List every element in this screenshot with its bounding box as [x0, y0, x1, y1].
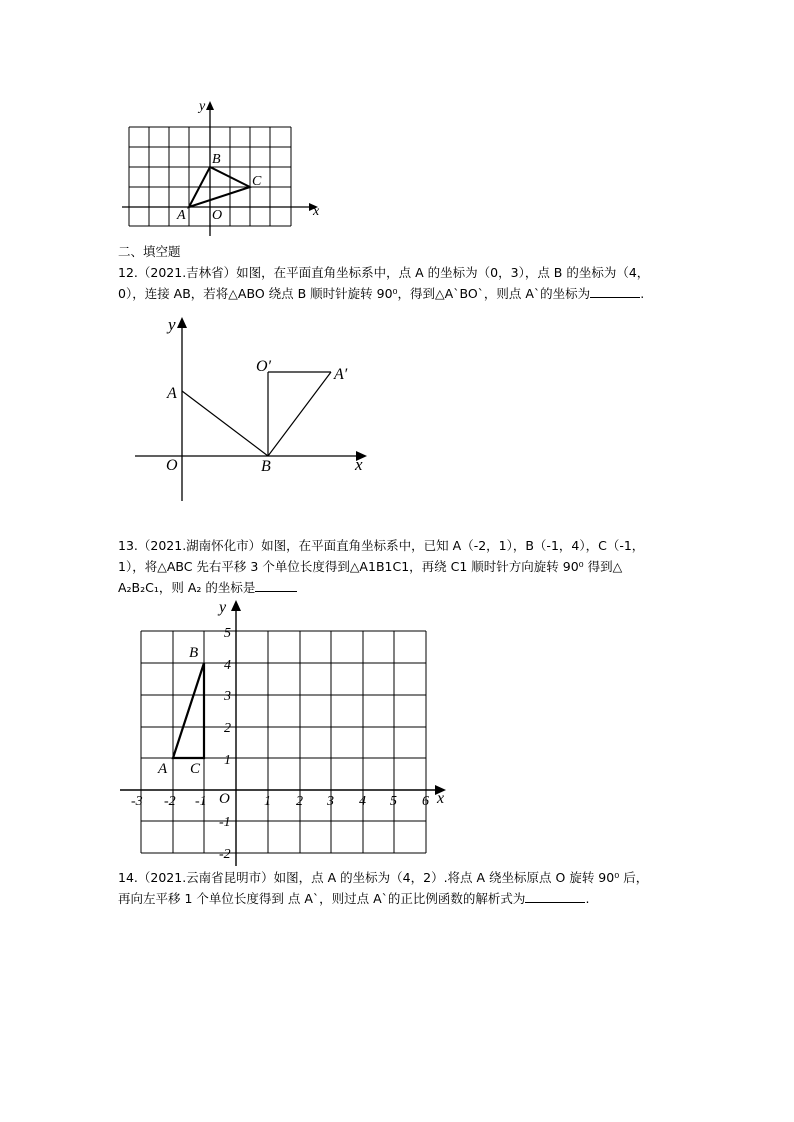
x-tick-6: 6	[422, 794, 429, 809]
q14-line2	[118, 889, 589, 909]
q13-line3-text: A₂B₂C₁，则 A₂ 的坐标是	[118, 580, 256, 595]
x-tick-3: 3	[327, 794, 334, 809]
q14-line2-text: 再向左平移 1 个单位长度得到 点 A`，则过点 A`的正比例函数的解析式为	[118, 891, 526, 906]
figure3-y-tick-labels	[219, 626, 231, 862]
section-title: 二、填空题	[118, 244, 181, 259]
figure3-x-tick-labels	[131, 794, 429, 809]
figure3-origin-label: O	[219, 791, 230, 807]
y-tick-neg1: -1	[219, 815, 231, 830]
figure2-y-label: y	[168, 315, 176, 334]
x-tick-neg3: -3	[131, 794, 143, 809]
q12-line1: 12.（2021.吉林省）如图，在平面直角坐标系中，点 A 的坐标为（0，3），点 B 的坐标为（4，	[118, 265, 650, 280]
figure2-label-a-prime: A′	[334, 366, 348, 383]
figure3-triangle-abc	[173, 663, 204, 758]
y-tick-3: 3	[224, 689, 231, 704]
figure1-x-label: x	[313, 204, 320, 219]
figure1-y-label: y	[199, 99, 206, 114]
y-tick-2: 2	[224, 721, 231, 736]
figure1-label-a: A	[177, 208, 186, 223]
figure1-label-o: O	[212, 208, 223, 223]
figure3-grid	[141, 631, 426, 853]
y-tick-neg2: -2	[219, 847, 231, 862]
figure2-label-o: O	[166, 457, 178, 474]
x-tick-4: 4	[359, 794, 366, 809]
y-tick-1: 1	[224, 753, 231, 768]
figure3-label-c: C	[190, 761, 201, 777]
q14-answer-blank[interactable]	[525, 889, 585, 903]
q12-line2-end: .	[640, 286, 645, 301]
q14-line1: 14.（2021.云南省昆明市）如图，点 A 的坐标为（4，2）.将点 A 绕坐标原点 O 旋转 90⁰ 后，	[118, 870, 649, 885]
figure2-x-label: x	[355, 455, 363, 474]
figure2-label-o-prime: O′	[256, 358, 272, 375]
figure3-label-b: B	[189, 645, 199, 661]
figure1-label-b: B	[212, 152, 221, 167]
x-tick-neg2: -2	[164, 794, 176, 809]
figure1-label-c: C	[252, 174, 262, 189]
figure2-label-b: B	[261, 458, 271, 475]
figure3-label-a: A	[158, 761, 168, 777]
x-tick-5: 5	[390, 794, 397, 809]
q12-line2-text: 0），连接 AB，若将△ABO 绕点 B 顺时针旋转 90⁰，得到△A`BO`，则点 A`的坐标为	[118, 286, 591, 301]
x-tick-2: 2	[296, 794, 303, 809]
x-tick-1: 1	[264, 794, 271, 809]
x-tick-neg1: -1	[195, 794, 207, 809]
y-tick-5: 5	[224, 626, 231, 641]
figure3-x-label: x	[437, 790, 445, 807]
q14-line2-end: .	[585, 891, 590, 906]
figure3-y-label: y	[219, 599, 227, 616]
q13-line2: 1），将△ABC 先右平移 3 个单位长度得到△A1B1C1，再绕 C1 顺时针方向旋转 90⁰ 得到△	[118, 559, 623, 574]
q13-line1: 13.（2021.湖南怀化市）如图，在平面直角坐标系中，已知 A（-2，1），B（-1，4），C（-1，	[118, 538, 645, 553]
figure2-label-a: A	[167, 385, 177, 402]
y-tick-4: 4	[224, 658, 231, 673]
figure3-y-arrow	[231, 600, 241, 611]
